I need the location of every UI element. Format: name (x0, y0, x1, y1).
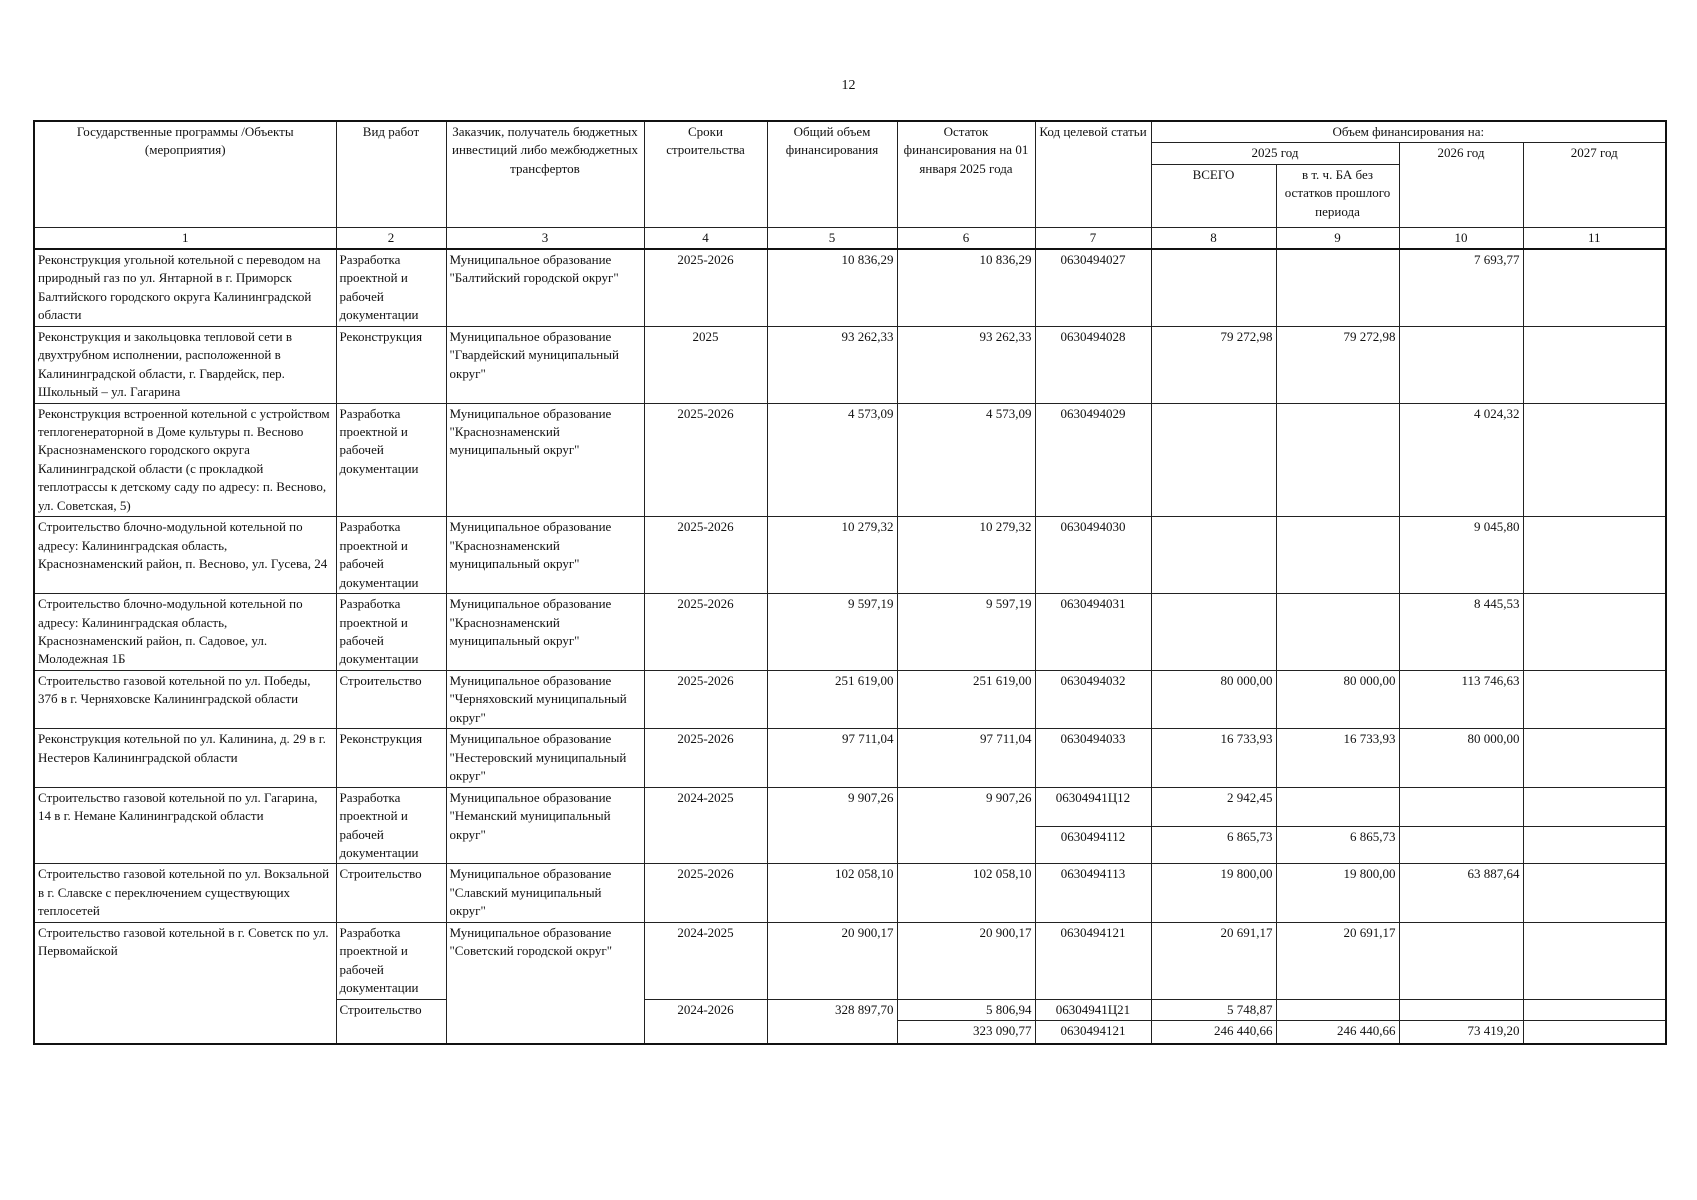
code-cell: 0630494031 (1035, 594, 1151, 671)
object-cell: Реконструкция котельной по ул. Калинина, д. 29 в г. Нестеров Калининградской области (34, 729, 336, 787)
column-number: 8 (1151, 227, 1276, 249)
remainder-cell: 9 597,19 (897, 594, 1035, 671)
finance-2026-cell (1399, 787, 1523, 826)
total-cell: 20 900,17 (767, 922, 897, 999)
customer-cell: Муниципальное образование "Неманский муниципальный округ" (446, 787, 644, 864)
column-number: 9 (1276, 227, 1399, 249)
total-cell: 9 597,19 (767, 594, 897, 671)
period-cell: 2024-2025 (644, 787, 767, 864)
remainder-cell: 5 806,94 (897, 999, 1035, 1020)
finance-2026-cell: 9 045,80 (1399, 517, 1523, 594)
code-cell: 0630494033 (1035, 729, 1151, 787)
code-cell: 0630494032 (1035, 670, 1151, 728)
object-cell: Строительство газовой котельной по ул. Гагарина, 14 в г. Немане Калининградской области (34, 787, 336, 864)
column-number: 2 (336, 227, 446, 249)
ba-2025-cell (1276, 999, 1399, 1020)
code-cell: 0630494121 (1035, 1021, 1151, 1045)
finance-2025-cell (1151, 249, 1276, 326)
finance-2027-cell (1523, 826, 1666, 864)
table-row (34, 670, 1666, 728)
work-type-cell: Разработка проектной и рабочей документации (336, 249, 446, 326)
finance-2027-cell (1523, 670, 1666, 728)
total-cell: 10 279,32 (767, 517, 897, 594)
work-type-cell: Разработка проектной и рабочей документации (336, 922, 446, 999)
ba-2025-cell: 80 000,00 (1276, 670, 1399, 728)
column-number: 10 (1399, 227, 1523, 249)
finance-2027-cell (1523, 403, 1666, 517)
ba-2025-cell: 79 272,98 (1276, 326, 1399, 403)
remainder-cell: 4 573,09 (897, 403, 1035, 517)
finance-2026-cell (1399, 826, 1523, 864)
work-type-cell: Строительство (336, 999, 446, 1044)
column-numbers-row (34, 227, 1666, 249)
header-total: Общий объем финансирования (767, 121, 897, 227)
finance-2027-cell (1523, 787, 1666, 826)
period-cell: 2025-2026 (644, 403, 767, 517)
ba-2025-cell (1276, 787, 1399, 826)
customer-cell: Муниципальное образование "Гвардейский муниципальный округ" (446, 326, 644, 403)
finance-2027-cell (1523, 326, 1666, 403)
period-cell: 2025-2026 (644, 864, 767, 922)
finance-2027-cell (1523, 999, 1666, 1020)
ba-2025-cell (1276, 403, 1399, 517)
period-cell: 2025-2026 (644, 729, 767, 787)
financing-table (33, 120, 1667, 1045)
finance-2026-cell: 113 746,63 (1399, 670, 1523, 728)
work-type-cell: Строительство (336, 864, 446, 922)
finance-2027-cell (1523, 517, 1666, 594)
column-number: 6 (897, 227, 1035, 249)
remainder-cell: 9 907,26 (897, 787, 1035, 864)
customer-cell: Муниципальное образование "Балтийский городской округ" (446, 249, 644, 326)
ba-2025-cell: 20 691,17 (1276, 922, 1399, 999)
code-cell: 0630494029 (1035, 403, 1151, 517)
object-cell: Реконструкция и закольцовка тепловой сети в двухтрубном исполнении, расположенной в Калининградской области, г. Гвардейск, пер. Школьный – ул. Гагарина (34, 326, 336, 403)
code-cell: 0630494121 (1035, 922, 1151, 999)
finance-2026-cell (1399, 326, 1523, 403)
customer-cell: Муниципальное образование "Советский городской округ" (446, 922, 644, 1044)
table-header (34, 121, 1666, 249)
work-type-cell: Разработка проектной и рабочей документации (336, 517, 446, 594)
header-year-2027: 2027 год (1523, 143, 1666, 227)
work-type-cell: Разработка проектной и рабочей документации (336, 787, 446, 864)
customer-cell: Муниципальное образование "Краснознаменский муниципальный округ" (446, 594, 644, 671)
header-code: Код целевой статьи (1035, 121, 1151, 227)
table-row-slavsk (34, 864, 1666, 922)
table-row (34, 326, 1666, 403)
header-finance-group: Объем финансирования на: (1151, 121, 1666, 143)
finance-2026-cell: 73 419,20 (1399, 1021, 1523, 1045)
header-2025-total: ВСЕГО (1151, 164, 1276, 227)
total-cell: 10 836,29 (767, 249, 897, 326)
finance-2025-cell (1151, 517, 1276, 594)
header-work-type: Вид работ (336, 121, 446, 227)
code-cell: 0630494113 (1035, 864, 1151, 922)
remainder-cell: 323 090,77 (897, 1021, 1035, 1045)
remainder-cell: 251 619,00 (897, 670, 1035, 728)
table-row (34, 403, 1666, 517)
table-row (34, 517, 1666, 594)
finance-2025-cell (1151, 403, 1276, 517)
column-number: 4 (644, 227, 767, 249)
ba-2025-cell: 19 800,00 (1276, 864, 1399, 922)
object-cell: Строительство блочно-модульной котельной по адресу: Калининградская область, Краснознаменский район, п. Весново, ул. Гусева, 24 (34, 517, 336, 594)
table-row (34, 594, 1666, 671)
finance-2026-cell (1399, 999, 1523, 1020)
object-cell: Строительство газовой котельной по ул. Победы, 37б в г. Черняховске Калининградской области (34, 670, 336, 728)
period-cell: 2025 (644, 326, 767, 403)
finance-2025-cell: 20 691,17 (1151, 922, 1276, 999)
customer-cell: Муниципальное образование "Краснознаменский муниципальный округ" (446, 403, 644, 517)
remainder-cell: 10 279,32 (897, 517, 1035, 594)
remainder-cell: 97 711,04 (897, 729, 1035, 787)
header-year-2025: 2025 год (1151, 143, 1399, 164)
table-row (34, 729, 1666, 787)
code-cell: 0630494112 (1035, 826, 1151, 864)
finance-2025-cell: 6 865,73 (1151, 826, 1276, 864)
finance-2026-cell (1399, 922, 1523, 999)
ba-2025-cell: 16 733,93 (1276, 729, 1399, 787)
object-cell: Строительство блочно-модульной котельной по адресу: Калининградская область, Краснознаменский район, п. Садовое, ул. Молодежная 1Б (34, 594, 336, 671)
header-remainder: Остаток финансирования на 01 января 2025 года (897, 121, 1035, 227)
finance-2026-cell: 8 445,53 (1399, 594, 1523, 671)
period-cell: 2025-2026 (644, 594, 767, 671)
column-number: 3 (446, 227, 644, 249)
period-cell: 2024-2025 (644, 922, 767, 999)
work-type-cell: Строительство (336, 670, 446, 728)
finance-2025-cell: 5 748,87 (1151, 999, 1276, 1020)
work-type-cell: Реконструкция (336, 326, 446, 403)
object-cell: Реконструкция встроенной котельной с устройством теплогенераторной в Доме культуры п. Весново Краснознаменского городского округа Калининградской области (с прокладкой теплотрассы к детскому саду по адресу: п. Весново, ул. Советская, 5) (34, 403, 336, 517)
finance-2025-cell (1151, 594, 1276, 671)
column-number: 11 (1523, 227, 1666, 249)
code-cell: 06304941Ц21 (1035, 999, 1151, 1020)
total-cell: 328 897,70 (767, 999, 897, 1044)
total-cell: 251 619,00 (767, 670, 897, 728)
total-cell: 93 262,33 (767, 326, 897, 403)
object-cell: Строительство газовой котельной в г. Советск по ул. Первомайской (34, 922, 336, 1044)
finance-2027-cell (1523, 594, 1666, 671)
ba-2025-cell: 246 440,66 (1276, 1021, 1399, 1045)
finance-2026-cell: 80 000,00 (1399, 729, 1523, 787)
customer-cell: Муниципальное образование "Краснознаменский муниципальный округ" (446, 517, 644, 594)
header-objects: Государственные программы /Объекты (мероприятия) (34, 121, 336, 227)
table-row (34, 249, 1666, 326)
finance-2027-cell (1523, 922, 1666, 999)
header-customer: Заказчик, получатель бюджетных инвестиций либо межбюджетных трансфертов (446, 121, 644, 227)
remainder-cell: 10 836,29 (897, 249, 1035, 326)
finance-2027-cell (1523, 729, 1666, 787)
ba-2025-cell (1276, 249, 1399, 326)
code-cell: 06304941Ц12 (1035, 787, 1151, 826)
remainder-cell: 20 900,17 (897, 922, 1035, 999)
finance-2025-cell: 16 733,93 (1151, 729, 1276, 787)
remainder-cell: 93 262,33 (897, 326, 1035, 403)
ba-2025-cell: 6 865,73 (1276, 826, 1399, 864)
finance-2025-cell: 2 942,45 (1151, 787, 1276, 826)
total-cell: 97 711,04 (767, 729, 897, 787)
work-type-cell: Разработка проектной и рабочей документации (336, 403, 446, 517)
table-row-sovetsk (34, 922, 1666, 999)
finance-2027-cell (1523, 864, 1666, 922)
column-number: 5 (767, 227, 897, 249)
work-type-cell: Разработка проектной и рабочей документации (336, 594, 446, 671)
total-cell: 102 058,10 (767, 864, 897, 922)
customer-cell: Муниципальное образование "Славский муниципальный округ" (446, 864, 644, 922)
period-cell: 2025-2026 (644, 517, 767, 594)
finance-2025-cell: 79 272,98 (1151, 326, 1276, 403)
finance-2025-cell: 19 800,00 (1151, 864, 1276, 922)
customer-cell: Муниципальное образование "Нестеровский муниципальный округ" (446, 729, 644, 787)
period-cell: 2025-2026 (644, 249, 767, 326)
ba-2025-cell (1276, 594, 1399, 671)
table-row-neman (34, 787, 1666, 826)
total-cell: 4 573,09 (767, 403, 897, 517)
total-cell: 9 907,26 (767, 787, 897, 864)
code-cell: 0630494028 (1035, 326, 1151, 403)
column-number: 1 (34, 227, 336, 249)
finance-2025-cell: 80 000,00 (1151, 670, 1276, 728)
work-type-cell: Реконструкция (336, 729, 446, 787)
header-period: Сроки строительства (644, 121, 767, 227)
finance-2026-cell: 7 693,77 (1399, 249, 1523, 326)
finance-2027-cell (1523, 249, 1666, 326)
period-cell: 2025-2026 (644, 670, 767, 728)
finance-2025-cell: 246 440,66 (1151, 1021, 1276, 1045)
period-cell: 2024-2026 (644, 999, 767, 1044)
code-cell: 0630494030 (1035, 517, 1151, 594)
header-year-2026: 2026 год (1399, 143, 1523, 227)
page-number: 12 (841, 78, 856, 93)
code-cell: 0630494027 (1035, 249, 1151, 326)
remainder-cell: 102 058,10 (897, 864, 1035, 922)
customer-cell: Муниципальное образование "Черняховский муниципальный округ" (446, 670, 644, 728)
finance-2026-cell: 4 024,32 (1399, 403, 1523, 517)
header-2025-ba: в т. ч. БА без остатков прошлого периода (1276, 164, 1399, 227)
ba-2025-cell (1276, 517, 1399, 594)
table-body (34, 249, 1666, 1044)
column-number: 7 (1035, 227, 1151, 249)
object-cell: Реконструкция угольной котельной с переводом на природный газ по ул. Янтарной в г. Приморск Балтийского городского округа Калининградской области (34, 249, 336, 326)
object-cell: Строительство газовой котельной по ул. Вокзальной в г. Славске с переключением существующих теплосетей (34, 864, 336, 922)
finance-2027-cell (1523, 1021, 1666, 1045)
finance-2026-cell: 63 887,64 (1399, 864, 1523, 922)
